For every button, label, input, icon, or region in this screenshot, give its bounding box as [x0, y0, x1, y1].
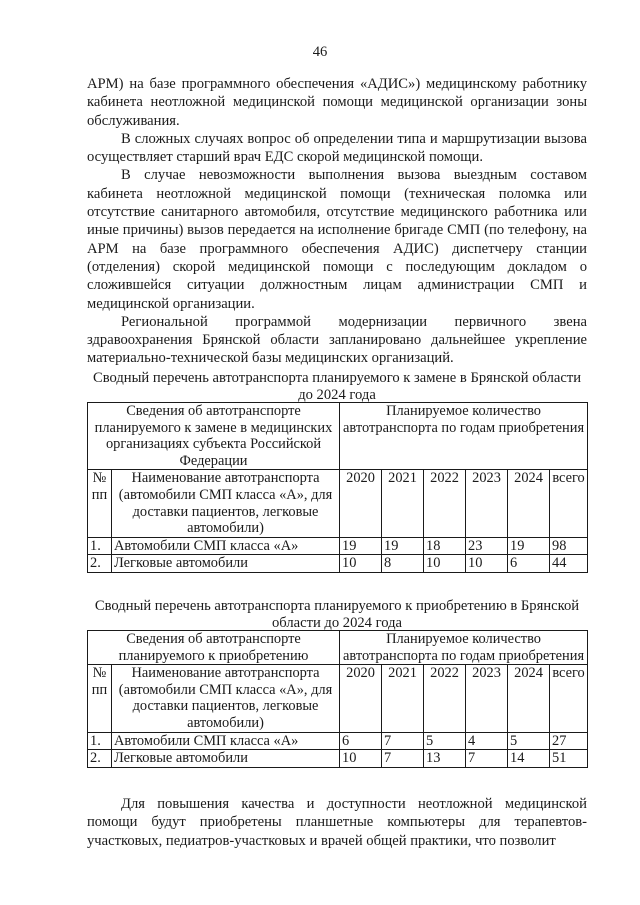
cell: 10: [340, 555, 382, 573]
cell: 19: [508, 537, 550, 555]
paragraph: Для повышения качества и доступности неотложной медицинской помощи будут приобретены планшетные компьютеры для терапевтов-участковых, педиатров-участковых и врачей общей практики, что позволит: [87, 796, 587, 849]
cell: 7: [382, 732, 424, 750]
year-header: 2023: [466, 665, 508, 732]
cell: 7: [466, 750, 508, 768]
cell: 10: [340, 750, 382, 768]
col-num-header: № пп: [88, 665, 112, 732]
replacement-table: [87, 402, 588, 573]
header-right: Планируемое количество автотранспорта по годам приобретения: [340, 631, 588, 665]
year-header: 2022: [424, 665, 466, 732]
cell: 14: [508, 750, 550, 768]
row-num: 1.: [88, 732, 112, 750]
cell: 7: [382, 750, 424, 768]
acquisition-table: [87, 630, 588, 768]
total-header: всего: [550, 470, 588, 537]
table-row: [88, 537, 588, 555]
cell: 4: [466, 732, 508, 750]
row-name: Легковые автомобили: [112, 555, 340, 573]
row-num: 1.: [88, 537, 112, 555]
cell: 8: [382, 555, 424, 573]
col-name-header: Наименование автотранспорта (автомобили СМП класса «А», для доставки пациентов, легковые автомобили): [112, 665, 340, 732]
year-header: 2021: [382, 470, 424, 537]
cell: 19: [340, 537, 382, 555]
table-row: [88, 732, 588, 750]
cell: 23: [466, 537, 508, 555]
header-left: Сведения об автотранспорте планируемого к приобретению: [88, 631, 340, 665]
year-header: 2021: [382, 665, 424, 732]
year-header: 2020: [340, 470, 382, 537]
cell: 10: [466, 555, 508, 573]
cell: 44: [550, 555, 588, 573]
paragraph: Региональной программой модернизации первичного звена здравоохранения Брянской области запланировано дальнейшее укрепление материально-технической базы медицинских организаций.: [87, 313, 587, 367]
year-header: 2022: [424, 470, 466, 537]
table-caption: Сводный перечень автотранспорта планируемого к приобретению в Брянской области до 2024 года: [94, 598, 580, 631]
table-subheader-row: [88, 665, 588, 732]
cell: 5: [508, 732, 550, 750]
header-right: Планируемое количество автотранспорта по годам приобретения: [340, 403, 588, 470]
cell: 27: [550, 732, 588, 750]
table2-caption-block: [87, 598, 587, 632]
cell: 10: [424, 555, 466, 573]
closing-text: [87, 795, 587, 850]
row-num: 2.: [88, 750, 112, 768]
table1-caption-block: [87, 370, 587, 404]
cell: 5: [424, 732, 466, 750]
paragraph: В сложных случаях вопрос об определении типа и маршрутизации вызова осуществляет старший врач ЕДС скорой медицинской помощи.: [87, 130, 587, 166]
col-name-header: Наименование автотранспорта (автомобили СМП класса «А», для доставки пациентов, легковые автомобили): [112, 470, 340, 537]
row-name: Автомобили СМП класса «А»: [112, 732, 340, 750]
cell: 13: [424, 750, 466, 768]
paragraph: АРМ) на базе программного обеспечения «АДИС») медицинскому работнику кабинета неотложной медицинской помощи медицинской организации зоны обслуживания.: [87, 76, 587, 129]
cell: 18: [424, 537, 466, 555]
table-header-row: [88, 631, 588, 665]
table-row: [88, 555, 588, 573]
header-left: Сведения об автотранспорте планируемого к замене в медицинских организациях субъекта Российской Федерации: [88, 403, 340, 470]
cell: 6: [508, 555, 550, 573]
table-row: [88, 750, 588, 768]
row-name: Легковые автомобили: [112, 750, 340, 768]
table-subheader-row: [88, 470, 588, 537]
paragraph: В случае невозможности выполнения вызова выездным составом кабинета неотложной медицинской помощи (техническая поломка или отсутствие санитарного автомобиля, отсутствие медицинского работника или иные причины) вызов передается на исполнение бригаде СМП (по телефону, на АРМ на базе программного обеспечения АДИС) диспетчеру станции (отделения) скорой медицинской помощи с последующим докладом о сложившейся ситуации должностным лицам администрации СМП и медицинской организации.: [87, 167, 587, 312]
table-caption: Сводный перечень автотранспорта планируемого к замене в Брянской области до 2024 года: [92, 370, 582, 403]
cell: 19: [382, 537, 424, 555]
table-header-row: [88, 403, 588, 470]
total-header: всего: [550, 665, 588, 732]
cell: 6: [340, 732, 382, 750]
body-text: [87, 75, 587, 368]
year-header: 2024: [508, 470, 550, 537]
cell: 98: [550, 537, 588, 555]
row-num: 2.: [88, 555, 112, 573]
page-number: 46: [312, 44, 328, 60]
cell: 51: [550, 750, 588, 768]
row-name: Автомобили СМП класса «А»: [112, 537, 340, 555]
year-header: 2020: [340, 665, 382, 732]
year-header: 2023: [466, 470, 508, 537]
col-num-header: № пп: [88, 470, 112, 537]
year-header: 2024: [508, 665, 550, 732]
